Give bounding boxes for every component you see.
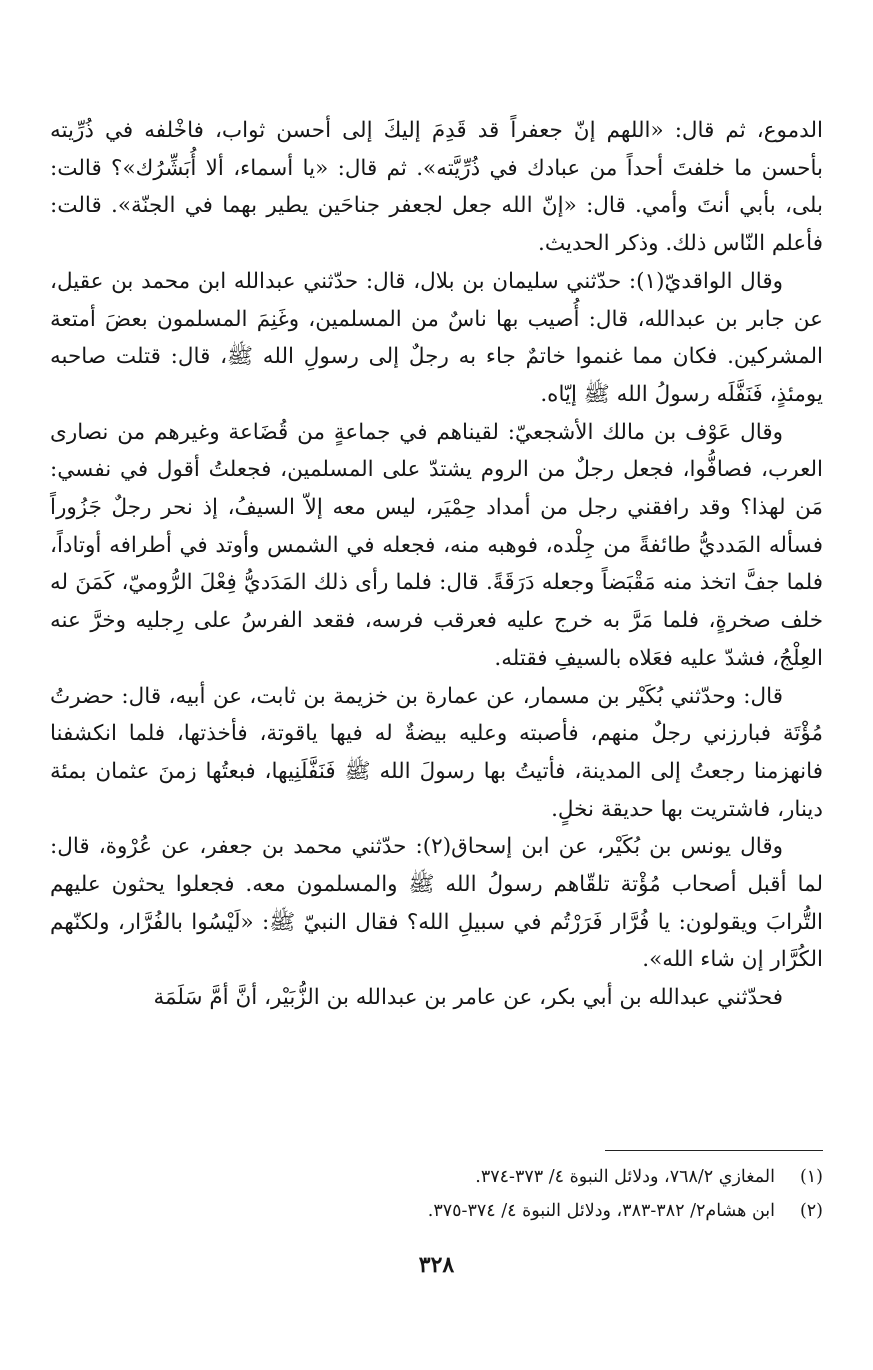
paragraph-2: وقال الواقديّ(١): حدّثني سليمان بن بلال، قال: حدّثني عبدالله ابن محمد بن عقيل، عن جابر بن عبدالله، قال: أُصيب بها ناسٌ من المسلمين، وغَنِمَ المسلمون بعضَ أمتعة المشركين. فكان مما غنموا خاتمٌ جاء به رجلٌ إلى رسولِ الله ﷺ، قال: قتلت صاحبه يومئذٍ، فَنَفَّلَه رسولُ الله ﷺ إيّاه. bbox=[50, 268, 823, 407]
paragraph-4: قال: وحدّثني بُكَيْر بن مسمار، عن عمارة بن خزيمة بن ثابت، عن أبيه، قال: حضرتُ مُؤْتَة فبارزني رجلٌ منهم، فأصبته وعليه بيضةٌ له فيها ياقوتة، فأخذتها، فلما انكشفنا فانهزمنا رجعتُ إلى المدينة، فأتيتُ بها رسولَ الله ﷺ فَنَفَّلَنِيها، فبعتُها زمنَ عثمان بمئة دينار، فاشتريت بها حديقة نخلٍ. bbox=[50, 683, 823, 822]
footnote-2 bbox=[50, 1194, 823, 1228]
paragraph-6: فحدّثني عبدالله بن أبي بكر، عن عامر بن عبدالله بن الزُّبَيْر، أنَّ أمَّ سَلَمَة bbox=[153, 985, 783, 1011]
paragraph-3: وقال عَوْف بن مالك الأشجعيّ: لقيناهم في جماعةٍ من قُضَاعة وغيرهم من نصارى العرب، فصافُّوا، فجعل رجلٌ من الروم يشتدّ على المسلمين، فجعلتُ أقول في نفسي: مَن لهذا؟ وقد رافقني رجل من أمداد حِمْيَر، ليس معه إلاّ السيفُ، إذ نحر رجلٌ جَزُوراً فسأله المَدديُّ طائفةً من جِلْده، فوهبه منه، فجعله في الشمس وأوتد في أطرافه أوتاداً، فلما جفَّ اتخذ منه مَقْبَضاً وجعله دَرَقَةً. قال: فلما رأى ذلك المَدَديُّ فِعْلَ الرُّوميّ، كَمَنَ له خلف صخرةٍ، فلما مَرَّ به خرج عليه فعرقب فرسه، فقعد الفرسُ على رِجليه وخرَّ عنه العِلْجُ، فشدّ عليه فعَلاه بالسيفِ فقتله. bbox=[50, 419, 823, 671]
paragraph-1: الدموع، ثم قال: «اللهم إنّ جعفراً قد قَدِمَ إليكَ إلى أحسن ثواب، فاخْلفه في ذُرِّيته بأحسن ما خلفتَ أحداً من عبادك في ذُرِّيَّته». ثم قال: «يا أسماء، ألا أُبَشِّرُك»؟ قالت: بلى، بأبي أنتَ وأمي. قال: «إنّ الله جعل لجعفر جناحَين يطير بهما في الجنّة». قالت: فأعلم النّاس ذلك. وذكر الحديث. bbox=[50, 118, 823, 257]
footnote-text: ابن هشام٢/ ٣٨٢-٣٨٣، ودلائل النبوة ٤/ ٣٧٤-٣٧٥. bbox=[427, 1201, 775, 1221]
footnote-text: المغازي ٧٦٨/٢، ودلائل النبوة ٤/ ٣٧٣-٣٧٤. bbox=[475, 1167, 775, 1187]
footnote-number: (١) bbox=[799, 1167, 823, 1187]
page-number: ٣٢٨ bbox=[418, 1252, 455, 1278]
footnote-1 bbox=[50, 1160, 823, 1194]
footnotes bbox=[50, 1160, 823, 1228]
footnote-divider bbox=[605, 1150, 823, 1151]
main-text bbox=[50, 112, 823, 1017]
footnote-number: (٢) bbox=[799, 1201, 823, 1221]
paragraph-5: وقال يونس بن بُكَيْر، عن ابن إسحاق(٢): حدّثني محمد بن جعفر، عن عُرْوة، قال: لما أقبل أصحاب مُؤْتة تلقّاهم رسولُ الله ﷺ والمسلمون معه. فجعلوا يحثون عليهم التُّرابَ ويقولون: يا فُرَّار فَرَرْتُم في سبيلِ الله؟ فقال النبيّ ﷺ: «لَيْسُوا بالفُرَّار، ولكنّهم الكُرَّار إن شاء الله». bbox=[50, 834, 823, 973]
